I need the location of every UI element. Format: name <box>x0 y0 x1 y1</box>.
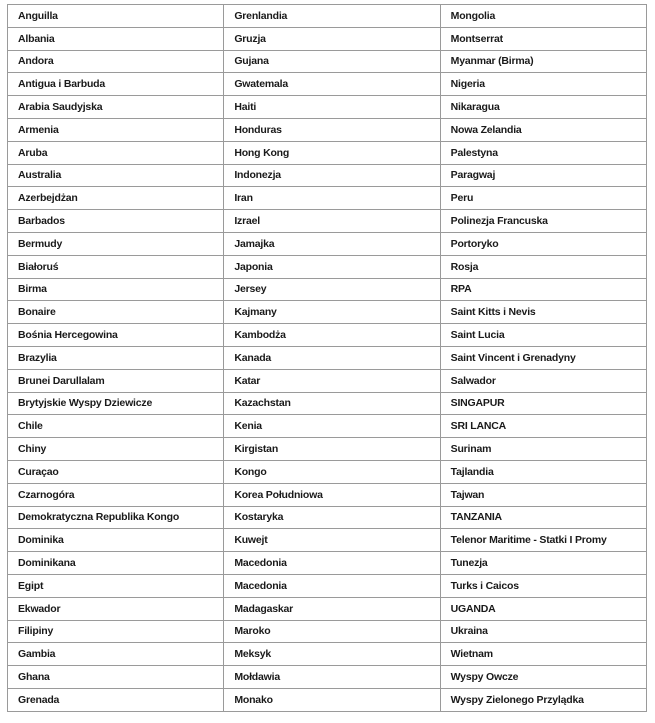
country-cell: Kambodża <box>224 324 440 347</box>
country-cell: Tajlandia <box>440 460 646 483</box>
country-cell: Chile <box>8 415 224 438</box>
country-cell: Kirgistan <box>224 438 440 461</box>
table-row <box>8 232 647 255</box>
country-cell: Maroko <box>224 620 440 643</box>
country-cell: Albania <box>8 27 224 50</box>
country-cell: Japonia <box>224 255 440 278</box>
country-cell: Peru <box>440 187 646 210</box>
table-row <box>8 50 647 73</box>
country-cell: SINGAPUR <box>440 392 646 415</box>
country-cell: Curaçao <box>8 460 224 483</box>
country-cell: Portoryko <box>440 232 646 255</box>
country-cell: Kenia <box>224 415 440 438</box>
table-row <box>8 415 647 438</box>
country-cell: Kongo <box>224 460 440 483</box>
country-cell: Madagaskar <box>224 597 440 620</box>
table-row <box>8 529 647 552</box>
table-row <box>8 27 647 50</box>
country-cell: Nikaragua <box>440 96 646 119</box>
country-cell: Surinam <box>440 438 646 461</box>
country-cell: Gruzja <box>224 27 440 50</box>
table-row <box>8 324 647 347</box>
country-cell: Antigua i Barbuda <box>8 73 224 96</box>
country-cell: Indonezja <box>224 164 440 187</box>
country-cell: Hong Kong <box>224 141 440 164</box>
country-cell: Arabia Saudyjska <box>8 96 224 119</box>
table-row <box>8 187 647 210</box>
country-cell: Polinezja Francuska <box>440 210 646 233</box>
country-cell: Saint Vincent i Grenadyny <box>440 346 646 369</box>
country-cell: Mongolia <box>440 5 646 28</box>
country-cell: Egipt <box>8 574 224 597</box>
table-row <box>8 460 647 483</box>
table-row <box>8 392 647 415</box>
country-cell: Kazachstan <box>224 392 440 415</box>
country-cell: Macedonia <box>224 574 440 597</box>
country-cell: Barbados <box>8 210 224 233</box>
country-cell: Birma <box>8 278 224 301</box>
country-cell: Bermudy <box>8 232 224 255</box>
country-cell: Bośnia Hercegowina <box>8 324 224 347</box>
country-cell: Tajwan <box>440 483 646 506</box>
table-row <box>8 643 647 666</box>
table-row <box>8 346 647 369</box>
table-row <box>8 301 647 324</box>
country-cell: Demokratyczna Republika Kongo <box>8 506 224 529</box>
country-table <box>7 4 647 712</box>
country-cell: Honduras <box>224 118 440 141</box>
country-cell: Salwador <box>440 369 646 392</box>
country-cell: Mołdawia <box>224 666 440 689</box>
country-cell: Wyspy Zielonego Przylądka <box>440 688 646 711</box>
country-cell: Palestyna <box>440 141 646 164</box>
table-row <box>8 141 647 164</box>
country-cell: Izrael <box>224 210 440 233</box>
country-cell: Wyspy Owcze <box>440 666 646 689</box>
table-row <box>8 255 647 278</box>
country-cell: RPA <box>440 278 646 301</box>
country-cell: Filipiny <box>8 620 224 643</box>
table-row <box>8 574 647 597</box>
country-cell: Saint Lucia <box>440 324 646 347</box>
table-row <box>8 688 647 711</box>
country-cell: Wietnam <box>440 643 646 666</box>
table-row <box>8 597 647 620</box>
country-cell: Gujana <box>224 50 440 73</box>
country-cell: Korea Południowa <box>224 483 440 506</box>
table-row <box>8 506 647 529</box>
country-cell: Grenlandia <box>224 5 440 28</box>
country-cell: Białoruś <box>8 255 224 278</box>
country-cell: Brazylia <box>8 346 224 369</box>
country-cell: Armenia <box>8 118 224 141</box>
country-cell: Azerbejdżan <box>8 187 224 210</box>
country-cell: UGANDA <box>440 597 646 620</box>
country-cell: Dominikana <box>8 552 224 575</box>
country-cell: Tunezja <box>440 552 646 575</box>
country-cell: Ghana <box>8 666 224 689</box>
table-row <box>8 666 647 689</box>
country-cell: Brunei Darullalam <box>8 369 224 392</box>
table-row <box>8 483 647 506</box>
table-row <box>8 620 647 643</box>
country-cell: Ukraina <box>440 620 646 643</box>
country-cell: Anguilla <box>8 5 224 28</box>
country-cell: Bonaire <box>8 301 224 324</box>
country-cell: Grenada <box>8 688 224 711</box>
country-cell: Andora <box>8 50 224 73</box>
country-cell: Gambia <box>8 643 224 666</box>
country-cell: Monako <box>224 688 440 711</box>
country-cell: Nowa Zelandia <box>440 118 646 141</box>
country-cell: Iran <box>224 187 440 210</box>
table-row <box>8 369 647 392</box>
country-cell: Nigeria <box>440 73 646 96</box>
country-cell: TANZANIA <box>440 506 646 529</box>
country-cell: Ekwador <box>8 597 224 620</box>
country-cell: Jamajka <box>224 232 440 255</box>
country-cell: Katar <box>224 369 440 392</box>
country-cell: Turks i Caicos <box>440 574 646 597</box>
country-cell: Kuwejt <box>224 529 440 552</box>
table-row <box>8 118 647 141</box>
country-cell: Macedonia <box>224 552 440 575</box>
country-cell: Meksyk <box>224 643 440 666</box>
country-cell: SRI LANCA <box>440 415 646 438</box>
table-row <box>8 164 647 187</box>
country-cell: Paragwaj <box>440 164 646 187</box>
country-cell: Kajmany <box>224 301 440 324</box>
country-cell: Kanada <box>224 346 440 369</box>
country-cell: Australia <box>8 164 224 187</box>
country-cell: Haiti <box>224 96 440 119</box>
country-cell: Czarnogóra <box>8 483 224 506</box>
table-row <box>8 278 647 301</box>
table-row <box>8 5 647 28</box>
country-cell: Telenor Maritime - Statki I Promy <box>440 529 646 552</box>
country-cell: Rosja <box>440 255 646 278</box>
country-cell: Kostaryka <box>224 506 440 529</box>
country-cell: Aruba <box>8 141 224 164</box>
table-row <box>8 73 647 96</box>
table-row <box>8 96 647 119</box>
country-cell: Jersey <box>224 278 440 301</box>
country-cell: Myanmar (Birma) <box>440 50 646 73</box>
table-row <box>8 210 647 233</box>
table-row <box>8 552 647 575</box>
country-cell: Brytyjskie Wyspy Dziewicze <box>8 392 224 415</box>
country-cell: Chiny <box>8 438 224 461</box>
country-cell: Montserrat <box>440 27 646 50</box>
country-cell: Gwatemala <box>224 73 440 96</box>
table-row <box>8 438 647 461</box>
country-cell: Saint Kitts i Nevis <box>440 301 646 324</box>
country-cell: Dominika <box>8 529 224 552</box>
country-table-body <box>8 5 647 712</box>
